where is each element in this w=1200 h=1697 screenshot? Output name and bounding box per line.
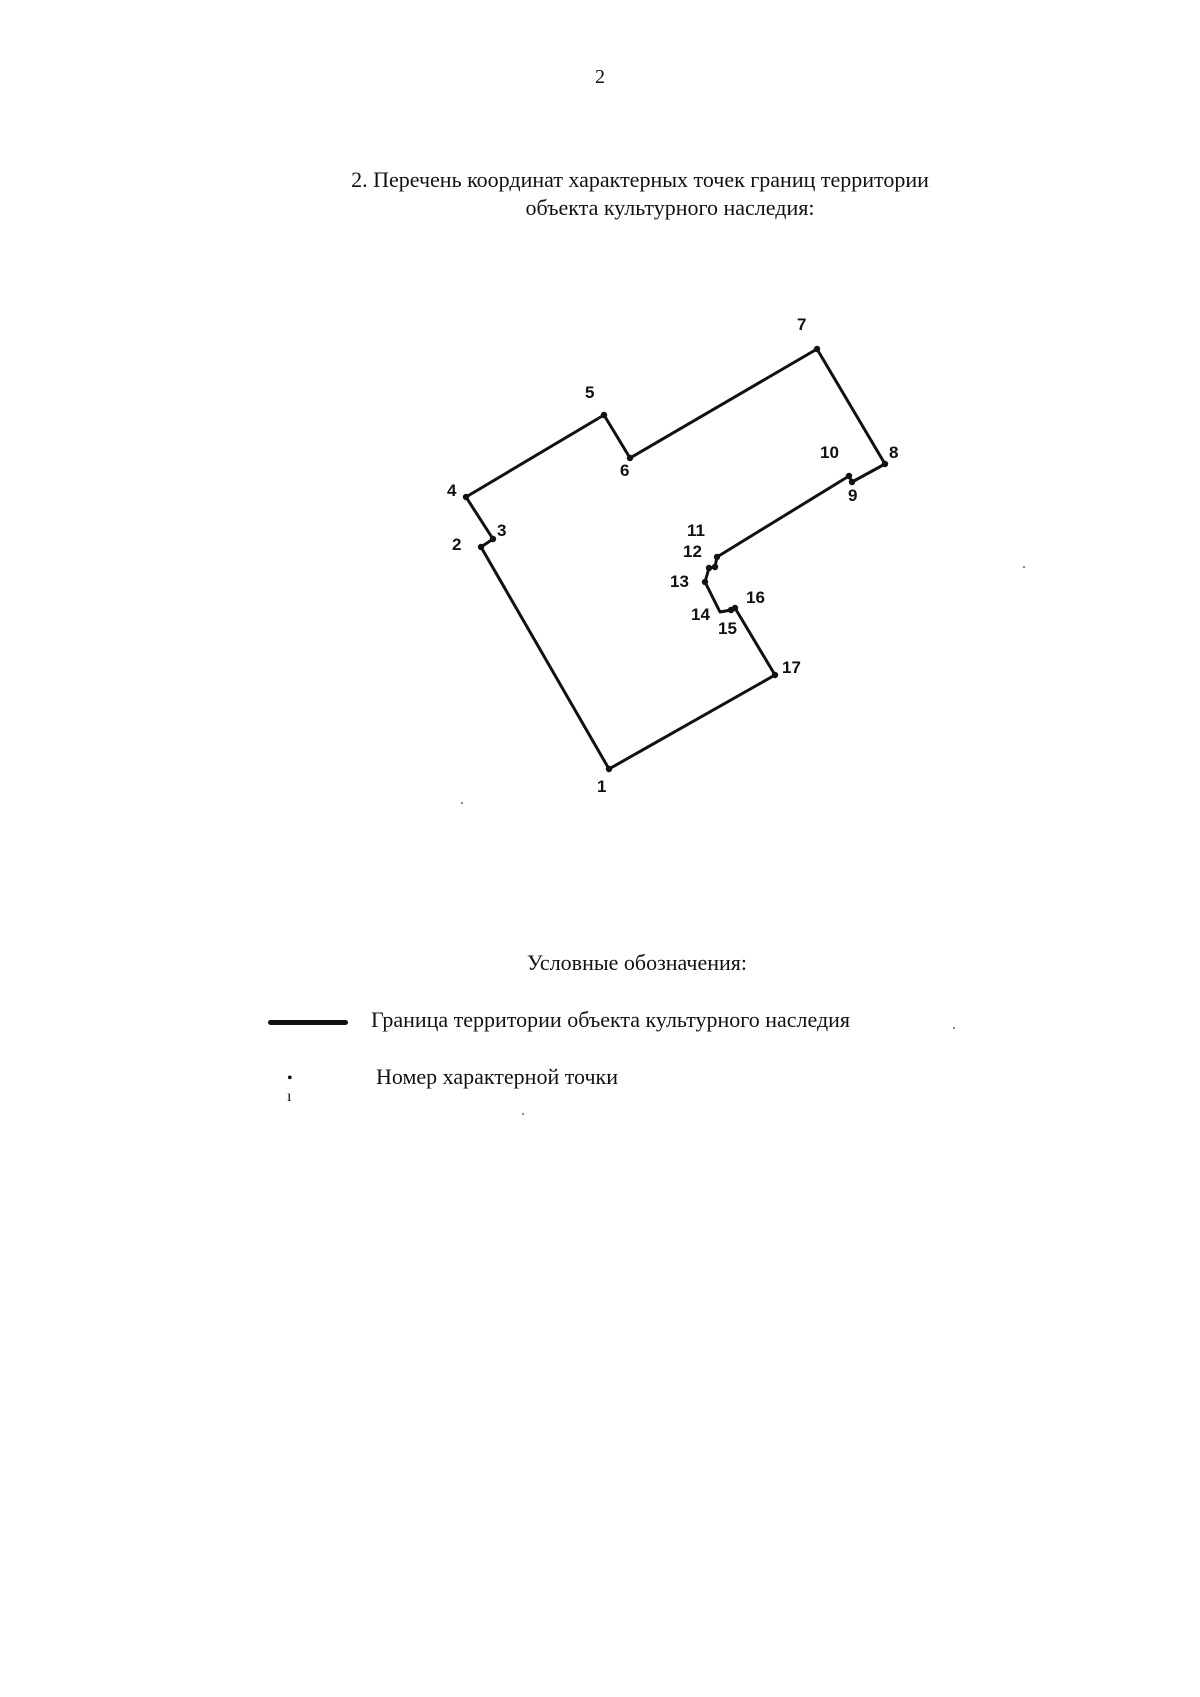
scan-speck xyxy=(522,1113,524,1115)
vertex-label-14: 14 xyxy=(691,605,710,624)
vertex-label-11: 11 xyxy=(687,521,705,540)
vertex-label-9: 9 xyxy=(848,486,858,505)
vertex-label-3: 3 xyxy=(497,521,507,540)
vertex-point-13 xyxy=(706,565,712,571)
vertex-point-14 xyxy=(702,579,708,585)
scan-speck xyxy=(461,802,463,804)
vertex-point-2 xyxy=(478,544,484,550)
vertex-point-4 xyxy=(463,494,469,500)
vertex-label-5: 5 xyxy=(585,383,595,402)
vertex-point-1 xyxy=(606,766,612,772)
vertex-label-1: 1 xyxy=(597,777,607,796)
vertex-label-12: 12 xyxy=(683,542,702,561)
vertex-label-6: 6 xyxy=(620,461,630,480)
vertex-label-17: 17 xyxy=(782,658,801,677)
boundary-point-labels xyxy=(447,315,898,796)
vertex-point-9 xyxy=(849,479,855,485)
vertex-point-10 xyxy=(846,473,852,479)
point-number-marker-icon: • ı xyxy=(287,1070,299,1105)
vertex-label-2: 2 xyxy=(452,535,462,554)
vertex-label-8: 8 xyxy=(889,443,899,462)
vertex-label-10: 10 xyxy=(820,443,839,462)
scan-speck xyxy=(1023,566,1025,568)
page-number: 2 xyxy=(595,66,605,88)
vertex-label-13: 13 xyxy=(670,572,689,591)
vertex-label-7: 7 xyxy=(797,315,807,334)
legend-title: Условные обозначения: xyxy=(527,950,748,975)
vertex-label-15: 15 xyxy=(718,619,737,638)
heading-line-1: 2. Перечень координат характерных точек границ территории xyxy=(351,167,929,192)
vertex-point-3 xyxy=(490,536,496,542)
vertex-label-4: 4 xyxy=(447,481,457,500)
legend-text-boundary: Граница территории объекта культурного наследия xyxy=(371,1007,851,1032)
vertex-point-5 xyxy=(601,412,607,418)
vertex-point-8 xyxy=(882,461,888,467)
boundary-line-symbol xyxy=(268,1020,348,1025)
boundary-polygon xyxy=(466,349,885,769)
heading-line-2: объекта культурного наследия: xyxy=(525,195,815,220)
vertex-label-16: 16 xyxy=(746,588,765,607)
vertex-point-7 xyxy=(814,346,820,352)
legend-text-point-number: Номер характерной точки xyxy=(376,1064,618,1089)
vertex-point-16 xyxy=(732,605,738,611)
vertex-point-17 xyxy=(772,672,778,678)
boundary-vertices xyxy=(463,346,888,772)
vertex-point-11 xyxy=(714,554,720,560)
vertex-point-12 xyxy=(712,564,718,570)
scan-speck xyxy=(953,1027,955,1029)
